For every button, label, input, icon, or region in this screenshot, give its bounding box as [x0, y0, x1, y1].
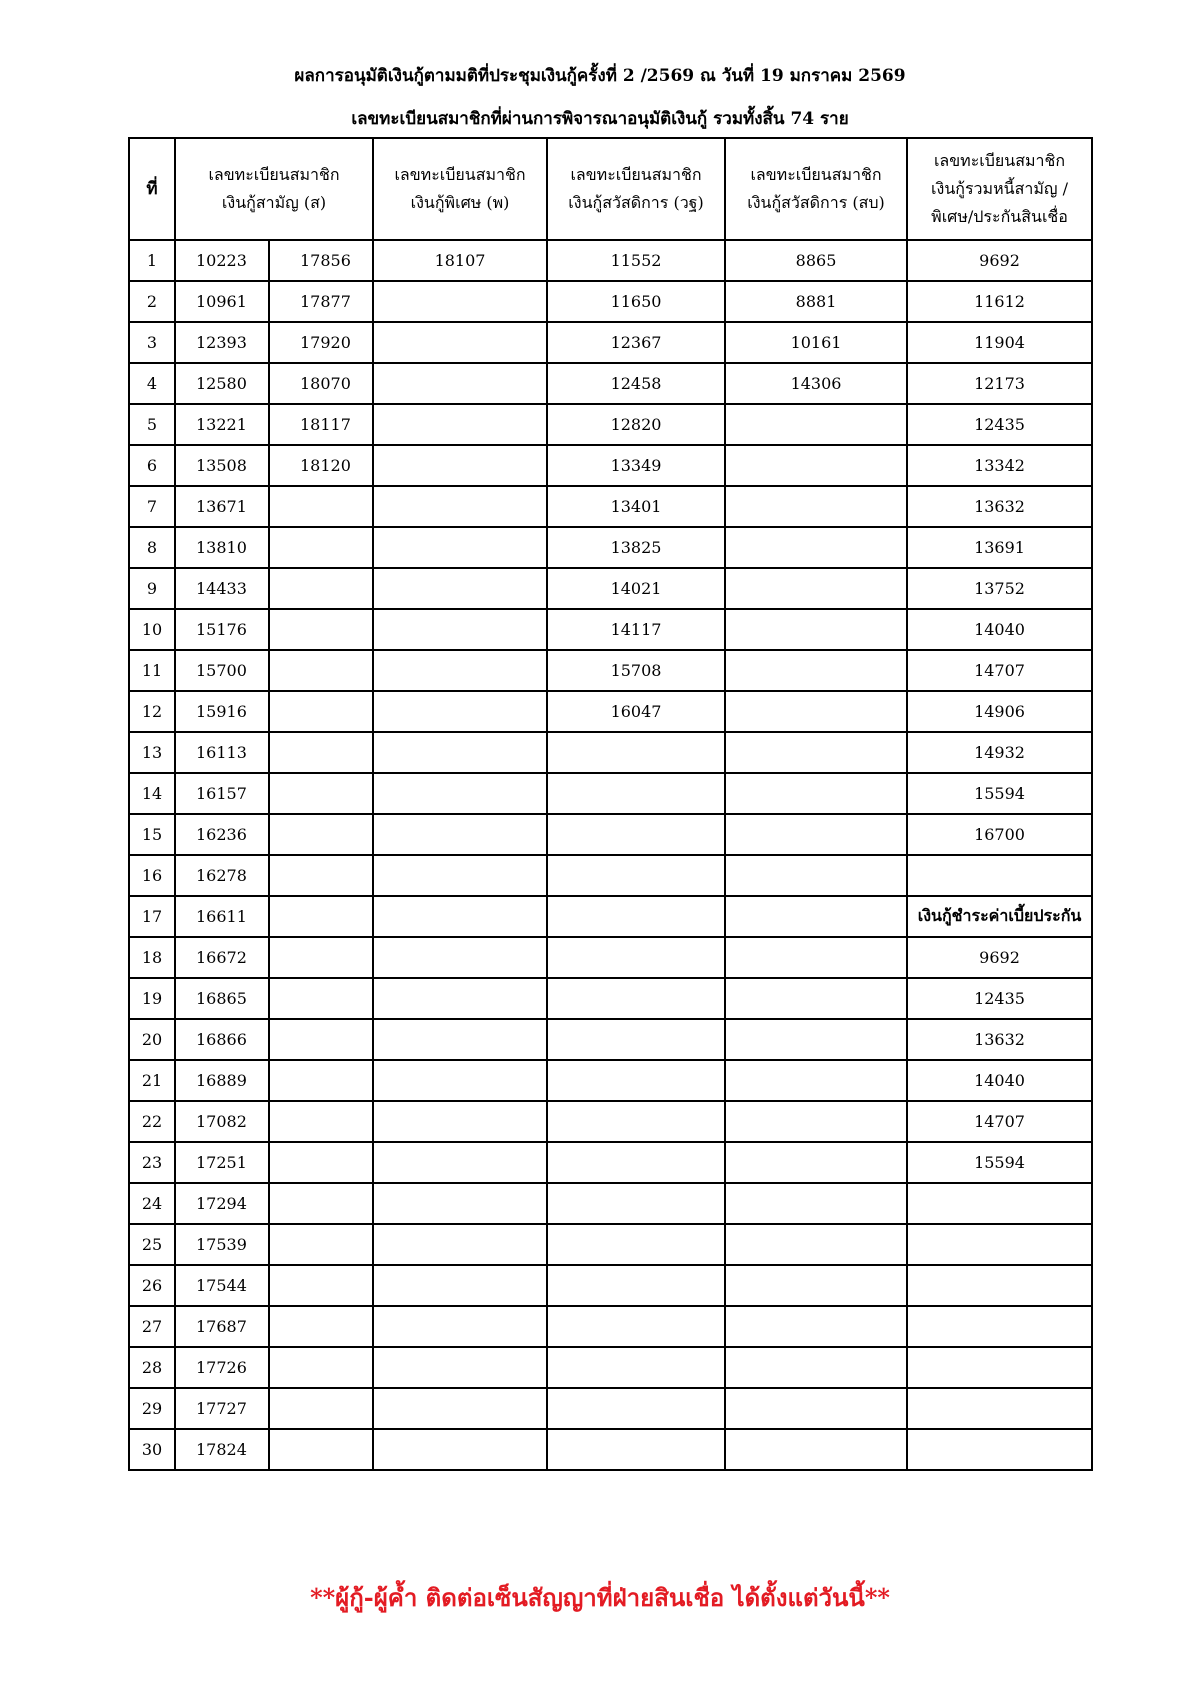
- cell-special: [373, 363, 547, 404]
- cell-combined: 14040: [907, 609, 1092, 650]
- table-row: [129, 1388, 1092, 1429]
- cell-welfare-v: [547, 1060, 725, 1101]
- cell-special: [373, 1183, 547, 1224]
- cell-special: [373, 404, 547, 445]
- cell-special: [373, 978, 547, 1019]
- cell-combined: [907, 1429, 1092, 1470]
- cell-general-2: [269, 978, 373, 1019]
- cell-combined: 13342: [907, 445, 1092, 486]
- cell-general-2: [269, 1224, 373, 1265]
- table-row: [129, 691, 1092, 732]
- cell-general-2: [269, 855, 373, 896]
- cell-welfare-v: [547, 978, 725, 1019]
- cell-welfare-v: 14117: [547, 609, 725, 650]
- cell-general-1: 12580: [175, 363, 269, 404]
- col-header-combined-line3: พิเศษ/ประกันสินเชื่อ: [931, 207, 1068, 226]
- cell-welfare-v: 11552: [547, 240, 725, 281]
- cell-combined: 13752: [907, 568, 1092, 609]
- cell-welfare-v: [547, 1306, 725, 1347]
- table-row: [129, 527, 1092, 568]
- cell-welfare-s: [725, 896, 907, 937]
- col-header-welfare-v-line1: เลขทะเบียนสมาชิก: [570, 165, 702, 184]
- col-header-welfare-v-line2: เงินกู้สวัสดิการ (วฐ): [568, 193, 704, 212]
- cell-no: 10: [129, 609, 175, 650]
- cell-general-1: 16611: [175, 896, 269, 937]
- table-row: [129, 937, 1092, 978]
- cell-general-1: 16672: [175, 937, 269, 978]
- table-row: [129, 609, 1092, 650]
- table-row: [129, 322, 1092, 363]
- cell-welfare-v: 13825: [547, 527, 725, 568]
- cell-special: [373, 1060, 547, 1101]
- cell-general-2: 18120: [269, 445, 373, 486]
- cell-no: 26: [129, 1265, 175, 1306]
- cell-no: 30: [129, 1429, 175, 1470]
- cell-general-2: [269, 568, 373, 609]
- cell-general-2: [269, 650, 373, 691]
- cell-special: [373, 691, 547, 732]
- cell-special: [373, 1306, 547, 1347]
- cell-combined: [907, 1306, 1092, 1347]
- cell-general-2: [269, 1142, 373, 1183]
- cell-welfare-v: [547, 937, 725, 978]
- cell-welfare-s: [725, 691, 907, 732]
- cell-special: [373, 1019, 547, 1060]
- cell-combined: [907, 855, 1092, 896]
- cell-general-1: 10223: [175, 240, 269, 281]
- cell-welfare-s: [725, 445, 907, 486]
- cell-general-1: 13221: [175, 404, 269, 445]
- cell-general-1: 17539: [175, 1224, 269, 1265]
- cell-combined: 14040: [907, 1060, 1092, 1101]
- cell-welfare-s: [725, 404, 907, 445]
- cell-general-1: 16866: [175, 1019, 269, 1060]
- cell-welfare-v: 14021: [547, 568, 725, 609]
- cell-general-1: 16278: [175, 855, 269, 896]
- cell-combined: 14707: [907, 1101, 1092, 1142]
- cell-combined: [907, 1265, 1092, 1306]
- cell-welfare-v: [547, 814, 725, 855]
- cell-general-2: [269, 732, 373, 773]
- cell-no: 8: [129, 527, 175, 568]
- cell-special: [373, 1142, 547, 1183]
- table-row: [129, 1101, 1092, 1142]
- cell-general-2: [269, 1347, 373, 1388]
- cell-welfare-s: [725, 1183, 907, 1224]
- cell-welfare-s: [725, 1101, 907, 1142]
- cell-general-2: [269, 896, 373, 937]
- cell-special: [373, 937, 547, 978]
- cell-general-1: 12393: [175, 322, 269, 363]
- cell-welfare-s: [725, 1060, 907, 1101]
- cell-combined: [907, 1388, 1092, 1429]
- cell-welfare-s: [725, 1019, 907, 1060]
- cell-no: 5: [129, 404, 175, 445]
- cell-welfare-v: [547, 1019, 725, 1060]
- cell-combined: 14932: [907, 732, 1092, 773]
- cell-general-2: [269, 773, 373, 814]
- cell-welfare-s: [725, 1265, 907, 1306]
- cell-no: 1: [129, 240, 175, 281]
- table-row: [129, 1060, 1092, 1101]
- cell-special: [373, 773, 547, 814]
- col-header-welfare-s-loan: [725, 138, 907, 240]
- cell-welfare-s: [725, 732, 907, 773]
- col-header-general-line2: เงินกู้สามัญ (ส): [221, 193, 327, 212]
- col-header-special-loan: [373, 138, 547, 240]
- cell-welfare-v: [547, 773, 725, 814]
- cell-welfare-s: [725, 1142, 907, 1183]
- col-header-no: ที่: [129, 138, 175, 240]
- col-header-welfare-v-loan: [547, 138, 725, 240]
- cell-general-1: 17294: [175, 1183, 269, 1224]
- cell-general-1: 17687: [175, 1306, 269, 1347]
- cell-welfare-v: [547, 1388, 725, 1429]
- cell-combined: [907, 1347, 1092, 1388]
- cell-no: 9: [129, 568, 175, 609]
- cell-combined: 14707: [907, 650, 1092, 691]
- cell-special: [373, 814, 547, 855]
- cell-welfare-s: [725, 486, 907, 527]
- cell-welfare-v: [547, 1265, 725, 1306]
- cell-combined: 12435: [907, 978, 1092, 1019]
- cell-welfare-v: [547, 855, 725, 896]
- cell-general-1: 17727: [175, 1388, 269, 1429]
- cell-combined: 15594: [907, 773, 1092, 814]
- col-header-combined-loan: [907, 138, 1092, 240]
- table-row: [129, 855, 1092, 896]
- cell-special: [373, 855, 547, 896]
- cell-welfare-v: 12820: [547, 404, 725, 445]
- cell-general-1: 16236: [175, 814, 269, 855]
- cell-welfare-s: 10161: [725, 322, 907, 363]
- cell-welfare-s: [725, 1429, 907, 1470]
- cell-special: [373, 732, 547, 773]
- cell-welfare-s: [725, 814, 907, 855]
- cell-special: [373, 486, 547, 527]
- cell-welfare-v: 16047: [547, 691, 725, 732]
- cell-general-2: [269, 1060, 373, 1101]
- table-row: [129, 445, 1092, 486]
- table-row: [129, 1142, 1092, 1183]
- cell-welfare-v: [547, 732, 725, 773]
- col-header-combined-line2: เงินกู้รวมหนี้สามัญ /: [931, 179, 1068, 198]
- cell-combined: 16700: [907, 814, 1092, 855]
- cell-welfare-v: 13349: [547, 445, 725, 486]
- cell-special: [373, 1388, 547, 1429]
- cell-general-2: 18070: [269, 363, 373, 404]
- table-row: [129, 896, 1092, 937]
- cell-special: [373, 650, 547, 691]
- cell-general-1: 17251: [175, 1142, 269, 1183]
- cell-welfare-v: [547, 1429, 725, 1470]
- table-row: [129, 1347, 1092, 1388]
- cell-general-2: [269, 609, 373, 650]
- cell-welfare-s: [725, 978, 907, 1019]
- cell-general-2: [269, 1019, 373, 1060]
- col-header-special-line2: เงินกู้พิเศษ (พ): [410, 193, 510, 212]
- col-header-general-loan: [175, 138, 373, 240]
- cell-welfare-s: [725, 1306, 907, 1347]
- cell-general-2: [269, 1265, 373, 1306]
- cell-welfare-v: 11650: [547, 281, 725, 322]
- cell-general-2: [269, 937, 373, 978]
- cell-general-2: 18117: [269, 404, 373, 445]
- cell-general-1: 15700: [175, 650, 269, 691]
- cell-no: 15: [129, 814, 175, 855]
- cell-special: [373, 1101, 547, 1142]
- cell-welfare-s: [725, 609, 907, 650]
- cell-combined: 11904: [907, 322, 1092, 363]
- cell-combined: 13691: [907, 527, 1092, 568]
- cell-general-2: [269, 1429, 373, 1470]
- cell-welfare-v: 12367: [547, 322, 725, 363]
- cell-special: [373, 896, 547, 937]
- approval-table: [128, 137, 1093, 1471]
- table-header-row: [129, 138, 1092, 240]
- cell-special: [373, 1224, 547, 1265]
- cell-no: 24: [129, 1183, 175, 1224]
- cell-special: [373, 1265, 547, 1306]
- cell-combined: 13632: [907, 486, 1092, 527]
- cell-special: [373, 568, 547, 609]
- cell-general-2: 17920: [269, 322, 373, 363]
- cell-general-2: [269, 1101, 373, 1142]
- cell-combined: 13632: [907, 1019, 1092, 1060]
- cell-combined: 11612: [907, 281, 1092, 322]
- cell-general-2: [269, 486, 373, 527]
- cell-general-1: 17544: [175, 1265, 269, 1306]
- table-row: [129, 404, 1092, 445]
- cell-no: 3: [129, 322, 175, 363]
- cell-no: 19: [129, 978, 175, 1019]
- cell-combined: 12435: [907, 404, 1092, 445]
- cell-welfare-v: [547, 896, 725, 937]
- table-row: [129, 1019, 1092, 1060]
- cell-general-1: 16889: [175, 1060, 269, 1101]
- cell-no: 29: [129, 1388, 175, 1429]
- cell-special: [373, 1347, 547, 1388]
- cell-general-1: 10961: [175, 281, 269, 322]
- cell-welfare-s: [725, 650, 907, 691]
- cell-special: 18107: [373, 240, 547, 281]
- table-row: [129, 240, 1092, 281]
- cell-no: 16: [129, 855, 175, 896]
- cell-welfare-s: 8881: [725, 281, 907, 322]
- cell-general-2: [269, 1388, 373, 1429]
- col-header-special-line1: เลขทะเบียนสมาชิก: [394, 165, 526, 184]
- cell-combined: 9692: [907, 937, 1092, 978]
- cell-welfare-s: [725, 855, 907, 896]
- table-row: [129, 1429, 1092, 1470]
- cell-general-1: 13508: [175, 445, 269, 486]
- cell-combined: 15594: [907, 1142, 1092, 1183]
- cell-general-2: [269, 814, 373, 855]
- col-header-general-line1: เลขทะเบียนสมาชิก: [208, 165, 340, 184]
- cell-welfare-v: [547, 1101, 725, 1142]
- cell-general-1: 13671: [175, 486, 269, 527]
- cell-general-2: [269, 1183, 373, 1224]
- table-row: [129, 363, 1092, 404]
- cell-combined: 9692: [907, 240, 1092, 281]
- cell-no: 20: [129, 1019, 175, 1060]
- cell-no: 22: [129, 1101, 175, 1142]
- cell-general-2: [269, 1306, 373, 1347]
- document-title: ผลการอนุมัติเงินกู้ตามมติที่ประชุมเงินกู้ครั้งที่ 2 /2569 ณ วันที่ 19 มกราคม 2569: [294, 66, 906, 86]
- cell-welfare-v: [547, 1142, 725, 1183]
- cell-general-1: 14433: [175, 568, 269, 609]
- cell-no: 23: [129, 1142, 175, 1183]
- cell-general-1: 13810: [175, 527, 269, 568]
- cell-welfare-s: [725, 1388, 907, 1429]
- cell-no: 6: [129, 445, 175, 486]
- table-body: [129, 240, 1092, 1470]
- cell-no: 25: [129, 1224, 175, 1265]
- cell-no: 13: [129, 732, 175, 773]
- cell-welfare-v: 12458: [547, 363, 725, 404]
- cell-general-1: 15176: [175, 609, 269, 650]
- table-row: [129, 1183, 1092, 1224]
- cell-special: [373, 322, 547, 363]
- cell-general-1: 15916: [175, 691, 269, 732]
- table-row: [129, 773, 1092, 814]
- table-row: [129, 486, 1092, 527]
- cell-combined: 14906: [907, 691, 1092, 732]
- table-row: [129, 281, 1092, 322]
- cell-general-1: 17824: [175, 1429, 269, 1470]
- cell-welfare-s: [725, 937, 907, 978]
- cell-special: [373, 609, 547, 650]
- cell-no: 18: [129, 937, 175, 978]
- table-row: [129, 568, 1092, 609]
- document-subtitle: เลขทะเบียนสมาชิกที่ผ่านการพิจารณาอนุมัติเงินกู้ รวมทั้งสิ้น 74 ราย: [351, 109, 849, 129]
- cell-welfare-s: 14306: [725, 363, 907, 404]
- cell-no: 28: [129, 1347, 175, 1388]
- cell-welfare-s: [725, 773, 907, 814]
- cell-combined: [907, 1183, 1092, 1224]
- cell-no: 27: [129, 1306, 175, 1347]
- table-row: [129, 650, 1092, 691]
- cell-general-1: 16157: [175, 773, 269, 814]
- cell-combined: เงินกู้ชำระค่าเบี้ยประกัน: [907, 896, 1092, 937]
- table-row: [129, 1306, 1092, 1347]
- cell-general-2: 17877: [269, 281, 373, 322]
- cell-no: 17: [129, 896, 175, 937]
- cell-welfare-v: 13401: [547, 486, 725, 527]
- table-row: [129, 978, 1092, 1019]
- cell-no: 2: [129, 281, 175, 322]
- cell-no: 21: [129, 1060, 175, 1101]
- cell-welfare-v: [547, 1347, 725, 1388]
- cell-general-2: [269, 691, 373, 732]
- cell-general-1: 17726: [175, 1347, 269, 1388]
- cell-welfare-v: [547, 1224, 725, 1265]
- cell-no: 7: [129, 486, 175, 527]
- cell-welfare-s: 8865: [725, 240, 907, 281]
- cell-welfare-s: [725, 1224, 907, 1265]
- col-header-welfare-s-line2: เงินกู้สวัสดิการ (สบ): [747, 193, 885, 212]
- contract-notice: **ผู้กู้-ผู้ค้ำ ติดต่อเซ็นสัญญาที่ฝ่ายสินเชื่อ ได้ตั้งแต่วันนี้**: [310, 1583, 890, 1612]
- cell-welfare-s: [725, 1347, 907, 1388]
- cell-general-2: 17856: [269, 240, 373, 281]
- cell-no: 14: [129, 773, 175, 814]
- col-header-welfare-s-line1: เลขทะเบียนสมาชิก: [750, 165, 882, 184]
- table-row: [129, 1224, 1092, 1265]
- table-row: [129, 814, 1092, 855]
- cell-special: [373, 1429, 547, 1470]
- col-header-combined-line1: เลขทะเบียนสมาชิก: [933, 151, 1066, 170]
- cell-welfare-v: 15708: [547, 650, 725, 691]
- cell-no: 4: [129, 363, 175, 404]
- cell-general-1: 17082: [175, 1101, 269, 1142]
- cell-welfare-s: [725, 527, 907, 568]
- cell-welfare-v: [547, 1183, 725, 1224]
- table-row: [129, 732, 1092, 773]
- cell-special: [373, 527, 547, 568]
- cell-general-1: 16113: [175, 732, 269, 773]
- cell-no: 11: [129, 650, 175, 691]
- cell-no: 12: [129, 691, 175, 732]
- cell-special: [373, 281, 547, 322]
- cell-general-2: [269, 527, 373, 568]
- cell-combined: 12173: [907, 363, 1092, 404]
- cell-special: [373, 445, 547, 486]
- cell-welfare-s: [725, 568, 907, 609]
- cell-general-1: 16865: [175, 978, 269, 1019]
- table-row: [129, 1265, 1092, 1306]
- cell-combined: [907, 1224, 1092, 1265]
